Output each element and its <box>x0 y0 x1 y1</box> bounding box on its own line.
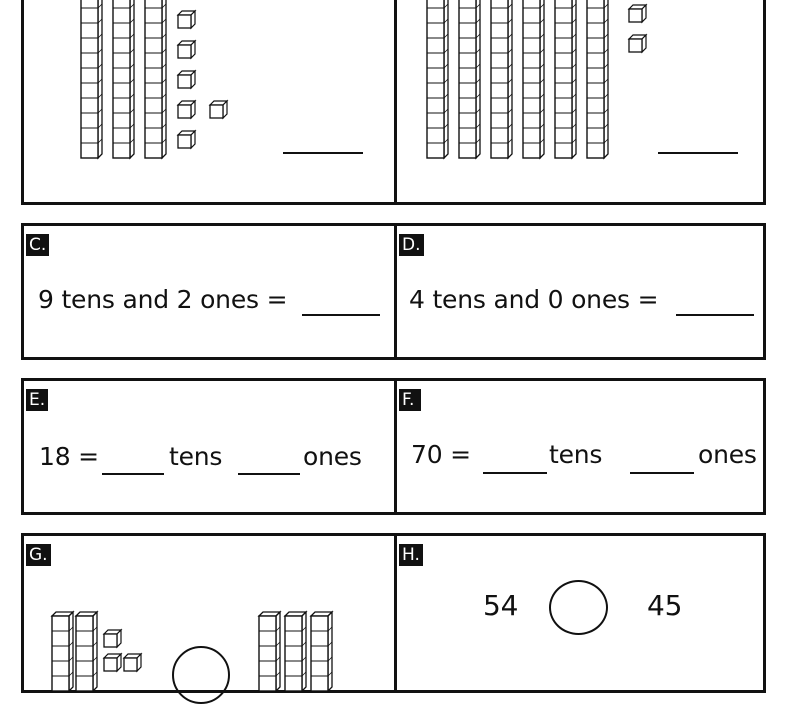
ten-rod <box>587 0 608 158</box>
problem-text-d: 4 tens and 0 ones = <box>409 285 659 314</box>
ten-rod <box>311 612 332 691</box>
number-e: 18 = <box>39 442 99 471</box>
base-ten-blocks-a <box>24 0 394 202</box>
problem-label-e: E. <box>26 389 48 411</box>
problem-row-ef <box>21 378 766 515</box>
row-divider <box>394 536 397 690</box>
answer-blank-a <box>283 152 363 154</box>
one-cube <box>210 101 227 118</box>
compare-circle-h <box>549 580 608 635</box>
problem-label-g: G. <box>26 544 51 566</box>
tens-word-f: tens <box>549 440 603 469</box>
problem-row-cd <box>21 223 766 360</box>
one-cube <box>629 5 646 22</box>
ten-rod <box>491 0 512 158</box>
problem-row-ab <box>21 0 766 205</box>
one-cube <box>178 71 195 88</box>
problem-text-c: 9 tens and 2 ones = <box>38 285 288 314</box>
right-number-h: 45 <box>647 589 683 622</box>
ten-rod <box>285 612 306 691</box>
row-divider <box>394 226 397 357</box>
ones-blank-f <box>630 472 694 474</box>
ten-rod <box>523 0 544 158</box>
row-divider <box>394 381 397 512</box>
ten-rod <box>76 612 97 691</box>
one-cube <box>124 654 141 671</box>
problem-label-c: C. <box>26 234 49 256</box>
compare-circle-g <box>172 646 230 704</box>
ones-word-f: ones <box>698 440 757 469</box>
ten-rod <box>81 0 102 158</box>
tens-blank-f <box>483 472 547 474</box>
ten-rod <box>113 0 134 158</box>
problem-row-gh <box>21 533 766 693</box>
one-cube <box>178 11 195 28</box>
problem-label-d: D. <box>399 234 424 256</box>
answer-blank-b <box>658 152 738 154</box>
one-cube <box>178 101 195 118</box>
ten-rod <box>145 0 166 158</box>
ones-word-e: ones <box>303 442 362 471</box>
one-cube <box>178 131 195 148</box>
ten-rod <box>52 612 73 691</box>
tens-blank-e <box>102 473 164 475</box>
ten-rod <box>459 0 480 158</box>
one-cube <box>629 35 646 52</box>
left-number-h: 54 <box>483 589 519 622</box>
base-ten-blocks-b <box>397 0 767 202</box>
one-cube <box>104 654 121 671</box>
one-cube <box>104 630 121 647</box>
problem-label-f: F. <box>399 389 421 411</box>
answer-blank-d <box>676 314 754 316</box>
one-cube <box>178 41 195 58</box>
ten-rod <box>555 0 576 158</box>
problem-label-h: H. <box>399 544 423 566</box>
ten-rod <box>427 0 448 158</box>
number-f: 70 = <box>411 440 471 469</box>
ten-rod <box>259 612 280 691</box>
answer-blank-c <box>302 314 380 316</box>
ones-blank-e <box>238 473 300 475</box>
tens-word-e: tens <box>169 442 223 471</box>
